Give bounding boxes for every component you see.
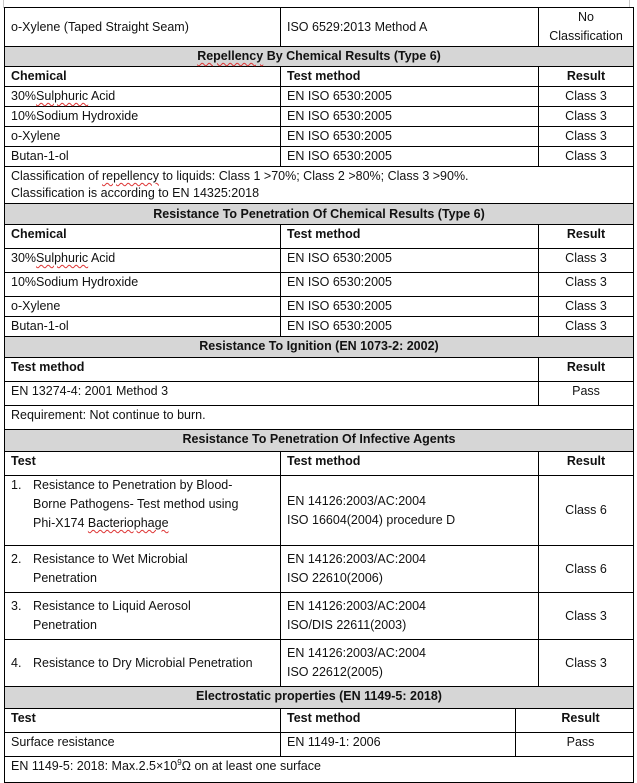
chemical-cell: 10%Sodium Hydroxide bbox=[5, 273, 281, 297]
section-header-ignition: Resistance To Ignition (EN 1073-2: 2002) bbox=[5, 337, 634, 358]
table-row bbox=[5, 593, 634, 640]
result-cell: Class 3 bbox=[539, 87, 634, 107]
header-method: Test method bbox=[281, 67, 539, 87]
section-header-infective: Resistance To Penetration Of Infective Agents bbox=[5, 430, 634, 452]
method-cell: EN 14126:2003/AC:2004 ISO 16604(2004) procedure D bbox=[281, 476, 539, 546]
chemical-cell: Butan-1-ol bbox=[5, 147, 281, 167]
test-cell: 4. Resistance to Dry Microbial Penetration bbox=[5, 640, 281, 687]
result-cell: Pass bbox=[516, 733, 634, 757]
method-cell: ISO 6529:2013 Method A bbox=[281, 8, 539, 47]
note-row bbox=[5, 167, 634, 204]
section-header-repellency bbox=[5, 47, 634, 67]
result-cell: Class 3 bbox=[539, 593, 634, 640]
header-test: Test bbox=[5, 709, 281, 733]
method-cell: EN ISO 6530:2005 bbox=[281, 317, 539, 337]
result-cell: No Classification bbox=[539, 8, 634, 47]
result-cell: Class 3 bbox=[539, 273, 634, 297]
chemical-cell: o-Xylene (Taped Straight Seam) bbox=[5, 8, 281, 47]
chemical-cell: 30%Sulphuric Acid bbox=[5, 249, 281, 273]
repellency-note-1: Classification of repellency to liquids: Class 1 >70%; Class 2 >80%; Class 3 >90%. bbox=[11, 169, 469, 183]
test-cell: 2. Resistance to Wet Microbial Penetration bbox=[5, 546, 281, 593]
method-cell: EN ISO 6530:2005 bbox=[281, 107, 539, 127]
header-method: Test method bbox=[281, 709, 516, 733]
header-result: Result bbox=[539, 225, 634, 249]
column-header-row bbox=[5, 225, 634, 249]
table-row bbox=[5, 87, 634, 107]
header-chemical: Chemical bbox=[5, 225, 281, 249]
chemical-cell: 10%Sodium Hydroxide bbox=[5, 107, 281, 127]
method-cell: EN ISO 6530:2005 bbox=[281, 87, 539, 107]
table-row bbox=[5, 249, 634, 273]
note-row bbox=[5, 406, 634, 430]
result-cell: Class 6 bbox=[539, 476, 634, 546]
chemical-cell: o-Xylene bbox=[5, 297, 281, 317]
result-cell: Pass bbox=[539, 382, 634, 406]
method-cell: EN ISO 6530:2005 bbox=[281, 127, 539, 147]
test-results-table bbox=[4, 7, 634, 783]
table-row bbox=[5, 297, 634, 317]
test-cell: 3. Resistance to Liquid Aerosol Penetration bbox=[5, 593, 281, 640]
chemical-cell: 30%Sulphuric Acid bbox=[5, 87, 281, 107]
note-row bbox=[5, 757, 634, 783]
header-result: Result bbox=[539, 67, 634, 87]
result-cell: Class 3 bbox=[539, 317, 634, 337]
test-cell: 1. Resistance to Penetration by Blood- Borne Pathogens- Test method using Phi-X174 Bacteriophage bbox=[5, 476, 281, 546]
table-row bbox=[5, 640, 634, 687]
section-header-electrostatic: Electrostatic properties (EN 1149-5: 2018) bbox=[5, 687, 634, 709]
table-row bbox=[5, 476, 634, 546]
chemical-cell: Butan-1-ol bbox=[5, 317, 281, 337]
table-row bbox=[5, 8, 634, 47]
result-cell: Class 3 bbox=[539, 147, 634, 167]
header-result: Result bbox=[539, 358, 634, 382]
column-header-row bbox=[5, 67, 634, 87]
table-row bbox=[5, 317, 634, 337]
method-cell: EN 14126:2003/AC:2004 ISO 22610(2006) bbox=[281, 546, 539, 593]
table-row bbox=[5, 147, 634, 167]
table-row bbox=[5, 273, 634, 297]
method-cell: EN ISO 6530:2005 bbox=[281, 273, 539, 297]
method-cell: EN 14126:2003/AC:2004 ISO 22612(2005) bbox=[281, 640, 539, 687]
table-row bbox=[5, 382, 634, 406]
result-cell: Class 3 bbox=[539, 640, 634, 687]
header-result: Result bbox=[516, 709, 634, 733]
result-cell: Class 3 bbox=[539, 297, 634, 317]
electrostatic-note: EN 1149-5: 2018: $Max.2.5\times 10^9\Omega$ on at least one surface bbox=[5, 757, 634, 783]
result-cell: Class 3 bbox=[539, 127, 634, 147]
column-header-row bbox=[5, 452, 634, 476]
section-title: By Chemical Results (Type 6) bbox=[266, 49, 441, 63]
table-row bbox=[5, 127, 634, 147]
method-cell: EN ISO 6530:2005 bbox=[281, 249, 539, 273]
repellency-note-2: Classification is according to EN 14325:2018 bbox=[11, 186, 260, 200]
header-result: Result bbox=[539, 452, 634, 476]
header-chemical: Chemical bbox=[5, 67, 281, 87]
method-cell: EN 13274-4: 2001 Method 3 bbox=[5, 382, 539, 406]
method-cell: EN ISO 6530:2005 bbox=[281, 297, 539, 317]
result-cell: Class 6 bbox=[539, 546, 634, 593]
result-cell: Class 3 bbox=[539, 249, 634, 273]
method-cell: EN 14126:2003/AC:2004 ISO/DIS 22611(2003) bbox=[281, 593, 539, 640]
header-method: Test method bbox=[281, 452, 539, 476]
table-row bbox=[5, 107, 634, 127]
ignition-requirement: Requirement: Not continue to burn. bbox=[5, 406, 634, 430]
header-method: Test method bbox=[5, 358, 539, 382]
method-cell: EN 1149-1: 2006 bbox=[281, 733, 516, 757]
column-header-row bbox=[5, 709, 634, 733]
table-row bbox=[5, 546, 634, 593]
section-title-word: Repellency bbox=[197, 49, 264, 63]
column-header-row bbox=[5, 358, 634, 382]
header-method: Test method bbox=[281, 225, 539, 249]
section-header-penetration: Resistance To Penetration Of Chemical Results (Type 6) bbox=[5, 204, 634, 225]
header-test: Test bbox=[5, 452, 281, 476]
test-cell: Surface resistance bbox=[5, 733, 281, 757]
result-cell: Class 3 bbox=[539, 107, 634, 127]
method-cell: EN ISO 6530:2005 bbox=[281, 147, 539, 167]
chemical-cell: o-Xylene bbox=[5, 127, 281, 147]
table-row bbox=[5, 733, 634, 757]
